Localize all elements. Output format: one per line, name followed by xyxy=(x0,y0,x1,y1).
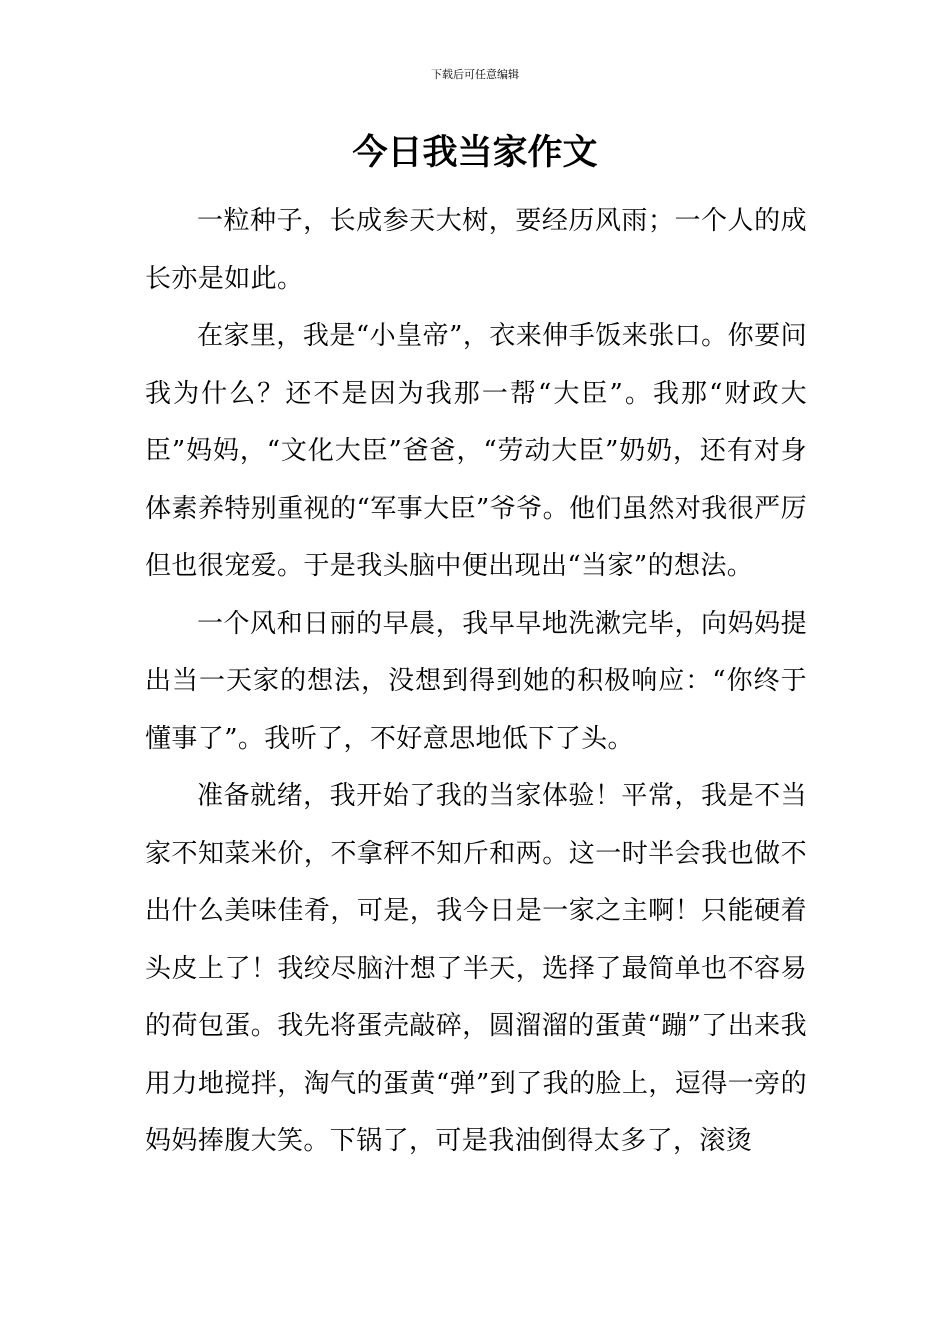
paragraph: 在家里，我是“小皇帝”，衣来伸手饭来张口。你要问我为什么？还不是因为我那一帮“大臣”。我那“财政大臣”妈妈，“文化大臣”爸爸，“劳动大臣”奶奶，还有对身体素养特别重视的“军事大臣”爷爷。他们虽然对我很严厉但也很宠爱。于是我头脑中便出现出“当家”的想法。 xyxy=(145,321,807,581)
paragraph: 一个风和日丽的早晨，我早早地洗漱完毕，向妈妈提出当一天家的想法，没想到得到她的积极响应：“你终于懂事了”。我听了，不好意思地低下了头。 xyxy=(145,608,807,754)
document-body xyxy=(145,193,807,1171)
header-note: 下载后可任意编辑 xyxy=(431,68,519,81)
paragraph: 一粒种子，长成参天大树，要经历风雨；一个人的成长亦是如此。 xyxy=(145,206,807,294)
document-title: 今日我当家作文 xyxy=(352,133,598,173)
paragraph: 准备就绪，我开始了我的当家体验！平常，我是不当家不知菜米价，不拿秤不知斤和两。这一时半会我也做不出什么美味佳肴，可是，我今日是一家之主啊！只能硬着头皮上了！我绞尽脑汁想了半天，选择了最简单也不容易的荷包蛋。我先将蛋壳敲碎，圆溜溜的蛋黄“蹦”了出来我用力地搅拌，淘气的蛋黄“弹”到了我的脸上，逗得一旁的妈妈捧腹大笑。下锅了，可是我油倒得太多了，滚烫 xyxy=(145,781,807,1156)
